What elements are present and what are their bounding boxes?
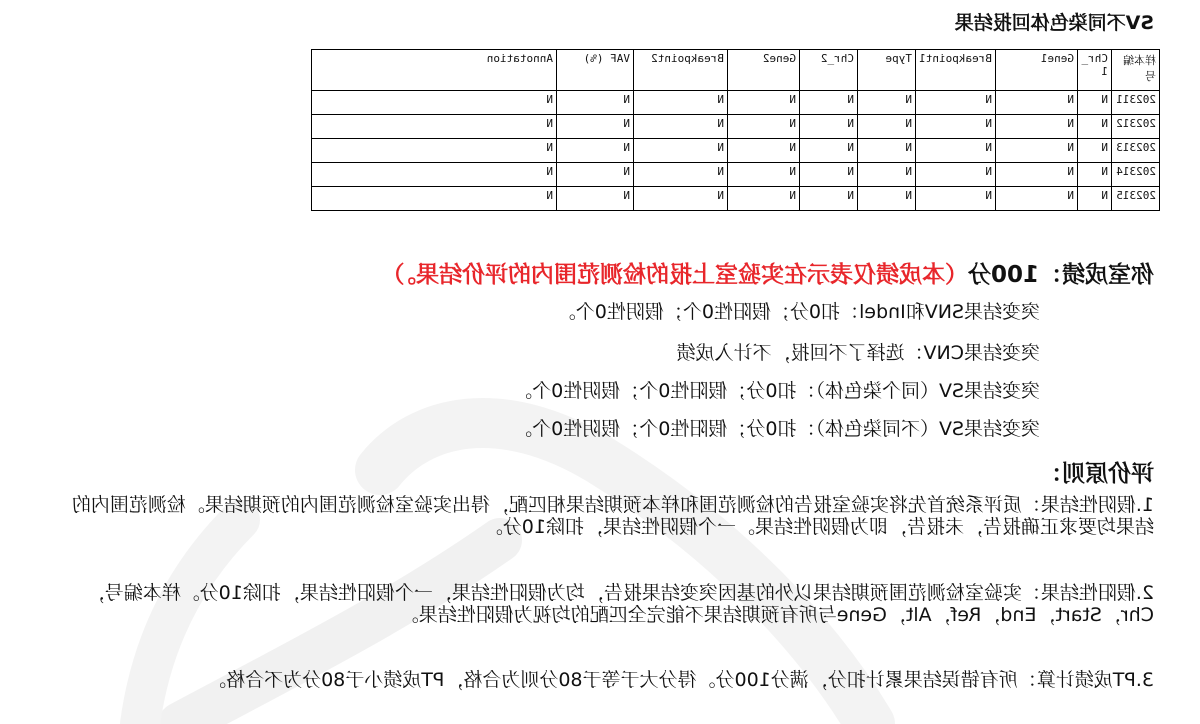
cell-breakpoint1: N <box>916 163 996 187</box>
cell-gene1: N <box>996 91 1078 115</box>
detail-sv-different-chromosome: 突变结果SV（不同染色体）：扣0分；假阳性0个；假阴性0个。 <box>513 418 1040 440</box>
cell-chr1: N <box>1078 163 1112 187</box>
table-row <box>312 163 1160 187</box>
col-breakpoint2: Breakpoint2 <box>634 50 728 91</box>
cell-chr1: N <box>1078 115 1112 139</box>
rule-false-positive: 2.假阳性结果：实验室检测范围预期结果以外的基因突变结果报告，均为假阳性结果，一个假阳性结果，扣除10分。样本编号，Chr，Start，End，Ref，Alt，Gene与所有预期结果不能完全匹配的均视为假阳性结果。 <box>85 582 1154 626</box>
score-note: （本成绩仅表示在实验室上报的检测范围内的评价结果。） <box>381 262 968 288</box>
cell-gene2: N <box>728 91 800 115</box>
cell-vaf: N <box>557 115 634 139</box>
detail-snv-indel: 突变结果SNV和Indel：扣0分；假阳性0个；假阴性0个。 <box>556 301 1040 323</box>
cell-gene2: N <box>728 139 800 163</box>
sv-section-title: SV不同染色体回报结果 <box>954 12 1154 34</box>
table-header-row <box>312 50 1160 91</box>
cell-type: N <box>858 163 916 187</box>
rules-title: 评价原则： <box>1039 461 1154 487</box>
cell-chr1: N <box>1078 139 1112 163</box>
cell-type: N <box>858 139 916 163</box>
cell-chr1: N <box>1078 187 1112 211</box>
col-gene2: Gene2 <box>728 50 800 91</box>
cell-gene1: N <box>996 139 1078 163</box>
table-row <box>312 139 1160 163</box>
cell-vaf: N <box>557 139 634 163</box>
cell-gene1: N <box>996 163 1078 187</box>
cell-chr2: N <box>800 187 858 211</box>
cell-breakpoint1: N <box>916 139 996 163</box>
cell-sample-id: 202315 <box>1112 187 1160 211</box>
cell-chr2: N <box>800 163 858 187</box>
sv-results-table <box>311 49 1160 211</box>
cell-chr2: N <box>800 115 858 139</box>
col-gene1: Gene1 <box>996 50 1078 91</box>
col-annotation: Annotation <box>312 50 557 91</box>
rule-pt-score: 3.PT成绩计算：所有错误结果累计扣分，满分100分。得分大于等于80分则为合格，PT成绩小于80分为不合格。 <box>207 669 1154 691</box>
detail-cnv: 突变结果CNV：选择了不回报，不计入成绩 <box>676 342 1040 364</box>
table-row <box>312 91 1160 115</box>
cell-breakpoint1: N <box>916 91 996 115</box>
cell-breakpoint2: N <box>634 187 728 211</box>
cell-vaf: N <box>557 163 634 187</box>
cell-breakpoint1: N <box>916 187 996 211</box>
cell-gene2: N <box>728 187 800 211</box>
col-chr1: Chr_1 <box>1078 50 1112 91</box>
col-type: Type <box>858 50 916 91</box>
col-vaf: VAF (%) <box>557 50 634 91</box>
cell-type: N <box>858 187 916 211</box>
cell-annotation: N <box>312 115 557 139</box>
cell-sample-id: 202311 <box>1112 91 1160 115</box>
cell-annotation: N <box>312 91 557 115</box>
cell-sample-id: 202313 <box>1112 139 1160 163</box>
cell-vaf: N <box>557 187 634 211</box>
cell-breakpoint2: N <box>634 115 728 139</box>
rule-false-negative: 1.假阴性结果：质评系统首先将实验室报告的检测范围和样本预期结果相匹配，得出实验室检测范围内的预期结果。检测范围内的结果均要求正确报告，未报告，即为假阴性结果。一个假阴性结果，扣除10分。 <box>71 494 1154 538</box>
cell-breakpoint2: N <box>634 139 728 163</box>
cell-breakpoint2: N <box>634 163 728 187</box>
cell-type: N <box>858 115 916 139</box>
col-chr2: Chr_2 <box>800 50 858 91</box>
cell-gene1: N <box>996 187 1078 211</box>
cell-chr2: N <box>800 139 858 163</box>
cell-sample-id: 202314 <box>1112 163 1160 187</box>
cell-gene2: N <box>728 163 800 187</box>
cell-gene2: N <box>728 115 800 139</box>
table-row <box>312 187 1160 211</box>
lab-score-line <box>381 256 1154 289</box>
cell-type: N <box>858 91 916 115</box>
lab-score: 你室成绩：100分 <box>967 262 1154 288</box>
cell-sample-id: 202312 <box>1112 115 1160 139</box>
col-breakpoint1: Breakpoint1 <box>916 50 996 91</box>
cell-annotation: N <box>312 139 557 163</box>
cell-vaf: N <box>557 91 634 115</box>
cell-gene1: N <box>996 115 1078 139</box>
cell-chr2: N <box>800 91 858 115</box>
detail-sv-same-chromosome: 突变结果SV（同个染色体）：扣0分；假阳性0个；假阴性0个。 <box>513 380 1040 402</box>
cell-annotation: N <box>312 187 557 211</box>
cell-chr1: N <box>1078 91 1112 115</box>
table-row <box>312 115 1160 139</box>
cell-annotation: N <box>312 163 557 187</box>
cell-breakpoint1: N <box>916 115 996 139</box>
col-sample-id: 样本编号 <box>1112 50 1160 91</box>
cell-breakpoint2: N <box>634 91 728 115</box>
